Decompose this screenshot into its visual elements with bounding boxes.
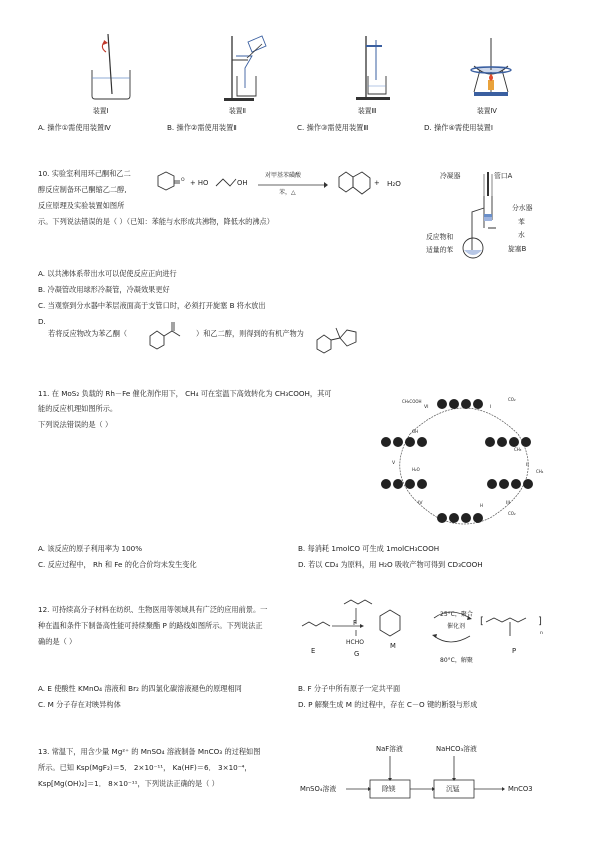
glycol-oh: OH: [237, 179, 248, 187]
separator-label: 分水器: [512, 204, 533, 212]
q10-option-a: A. 以共沸体系带出水可以促使反应正向进行: [38, 269, 177, 278]
mnso4-start-label: MnSO₄溶液: [300, 785, 337, 793]
mixture-label-1: 反应物和: [426, 233, 454, 241]
q11-stem-line3: 下列说法错误的是（ ）: [38, 420, 113, 429]
hcho-label: HCHO: [346, 639, 364, 646]
apparatus-label-3: 装置Ⅲ: [358, 107, 377, 115]
cycle-species-h: H: [480, 503, 484, 508]
apparatus-3-stand-beaker: [352, 30, 402, 102]
q10-stem-line4: 示。下列说法错误的是（ ）（已知：苯能与水形成共沸物，降低水的沸点）: [38, 217, 274, 226]
q10-option-b: B. 冷凝管改用球形冷凝管，冷凝效果更好: [38, 285, 170, 294]
apparatus-label-1: 装置Ⅰ: [93, 107, 109, 115]
mnco3-product-label: MnCO3: [508, 785, 533, 793]
polymerize-condition: 25°C，聚合: [440, 611, 473, 618]
cycle-species-ch3: CH₃: [514, 447, 522, 452]
ketone-oxygen: O: [181, 178, 185, 183]
q11-stem-line2: 能的反应机理如图所示。: [38, 404, 118, 413]
cycle-step-6: VI: [424, 405, 429, 410]
q10-option-d-text1: 若将反应物改为苯乙酮（: [48, 329, 128, 338]
q12-stem-line3: 确的是（ ）: [38, 637, 77, 646]
precipitate-mn-box: 沉锰: [446, 785, 460, 793]
acetophenone-ketal-structure: [314, 322, 374, 358]
dean-stark-apparatus: [460, 170, 513, 260]
q11-option-a: A. 该反应的原子利用率为 100%: [38, 544, 143, 553]
cycle-step-4: IV: [418, 501, 423, 506]
catalytic-cycle-diagram: [380, 392, 548, 527]
q13-stem-line3: Ksp[Mg(OH)₂]＝1． 8×10⁻¹¹，下列说法正确的是（ ）: [38, 779, 219, 788]
q12-option-b: B. F 分子中所有原子一定共平面: [298, 684, 401, 693]
label-m: M: [390, 642, 396, 650]
cycle-species-h2o: H₂O: [412, 467, 420, 472]
catalyst-q12: 催化剂: [447, 623, 466, 630]
cycle-species-ch4: CH₄: [536, 469, 544, 474]
q11-option-c: C. 反应过程中， Rh 和 Fe 的化合价均未发生变化: [38, 560, 197, 569]
benzene-label: 苯: [518, 218, 525, 226]
condenser-label: 冷凝器: [440, 172, 461, 180]
plus-ho: + HO: [190, 179, 209, 187]
svg-text:]: ]: [538, 616, 542, 627]
cycle-species-oh: OH: [412, 429, 419, 434]
label-p: P: [512, 647, 517, 655]
mixture-label-2: 适量的苯: [426, 246, 454, 254]
cycle-step-1: I: [490, 405, 492, 410]
apparatus-2-filtration: [222, 30, 272, 102]
q11-option-d: D. 若以 CD₄ 为原料，用 H₂O 吸收产物可得到 CD₃COOH: [298, 560, 483, 569]
repeat-n: n: [540, 631, 543, 636]
cycle-step-3: III: [506, 501, 511, 506]
cycle-step-2: II: [526, 463, 529, 468]
q10-option-d: D.: [38, 317, 46, 326]
cycle-species-ch3cooh: CH₃COOH: [402, 399, 422, 404]
q13-stem-line1: 13. 常温下，用含少量 Mg²⁺ 的 MnSO₄ 溶液制备 MnCO₃ 的过程如图: [38, 747, 261, 756]
water-label: 水: [518, 231, 525, 239]
q12-option-a: A. E 使酸性 KMnO₄ 溶液和 Br₂ 的四氯化碳溶液褪色的原理相同: [38, 684, 242, 693]
cycle-species-co2-bottom: CO₂: [508, 511, 516, 516]
plus-water: +: [374, 179, 380, 187]
port-a-label: 管口A: [494, 172, 513, 180]
acetophenone-structure: [146, 318, 190, 352]
q10-stem-line3: 反应原理及实验装置如图所: [38, 201, 125, 210]
apparatus-label-4: 装置Ⅳ: [477, 107, 497, 115]
naf-reagent-label: NaF溶液: [376, 745, 403, 753]
remove-mg-box: 除镁: [382, 785, 396, 793]
q11-stem-line1: 11. 在 MoS₂ 负载的 Rh－Fe 催化剂作用下， CH₄ 可在室温下高效转化为 CH₃COOH，其可: [38, 389, 332, 398]
cyclohexanone-structure: [152, 170, 186, 198]
nahco3-reagent-label: NaHCO₃溶液: [436, 745, 477, 753]
q11-option-b: B. 每消耗 1molCO 可生成 1molCH₃COOH: [298, 544, 440, 553]
q13-stem-line2: 所示。已知 Ksp(MgF₂)＝5． 2×10⁻¹¹， Ka(HF)＝6． 3×10⁻⁴，: [38, 763, 252, 772]
apparatus-4-evaporation: [466, 30, 516, 102]
q9-option-c: C. 操作③需使用装置Ⅲ: [297, 123, 369, 132]
depolymerize-condition: 80°C，解聚: [440, 657, 473, 664]
apparatus-1-beaker-stirring: [86, 30, 136, 102]
q10-stem-line2: 醇反应制备环己酮缩乙二醇,: [38, 185, 127, 194]
q10-option-d-text2: ）和乙二醇，则得到的有机产物为: [196, 329, 304, 338]
label-g: G: [354, 650, 360, 658]
q12-option-c: C. M 分子存在对映异构体: [38, 700, 121, 709]
q9-option-d: D. 操作④需使用装置Ⅰ: [424, 123, 493, 132]
process-flow-diagram: [300, 744, 550, 804]
reaction-arrow: [258, 182, 328, 188]
q9-option-b: B. 操作②需使用装置Ⅱ: [167, 123, 237, 132]
apparatus-label-2: 装置Ⅱ: [229, 107, 246, 115]
label-e: E: [311, 647, 316, 655]
stopcock-label: 旋塞B: [508, 245, 527, 253]
q10-stem-line1: 10. 实验室利用环己酮和乙二: [38, 169, 131, 178]
ethylene-glycol-chain: [215, 176, 237, 188]
cycle-step-5: V: [392, 461, 396, 466]
catalyst-label: 对甲基苯磺酸: [265, 172, 302, 179]
svg-text:[: [: [480, 616, 484, 627]
q12-stem-line2: 种在温和条件下制备高性能可持续聚酯 P 的路线如图所示。下列说法正: [38, 621, 263, 630]
conditions-label: 苯，△: [279, 189, 296, 196]
water-product: H₂O: [387, 179, 401, 188]
q9-option-a: A. 操作①需使用装置Ⅳ: [38, 123, 111, 132]
cycle-species-co2-top: CO₂: [508, 397, 516, 402]
q12-option-d: D. P 解聚生成 M 的过程中，存在 C－O 键的断裂与形成: [298, 700, 478, 709]
label-f: F: [353, 619, 357, 627]
q10-option-c: C. 当观察到分水器中苯层液面高于支管口时，必须打开旋塞 B 将水放出: [38, 301, 266, 310]
q12-stem-line1: 12. 可持续高分子材料在纺织、生物医用等领域具有广泛的应用前景。一: [38, 605, 268, 614]
